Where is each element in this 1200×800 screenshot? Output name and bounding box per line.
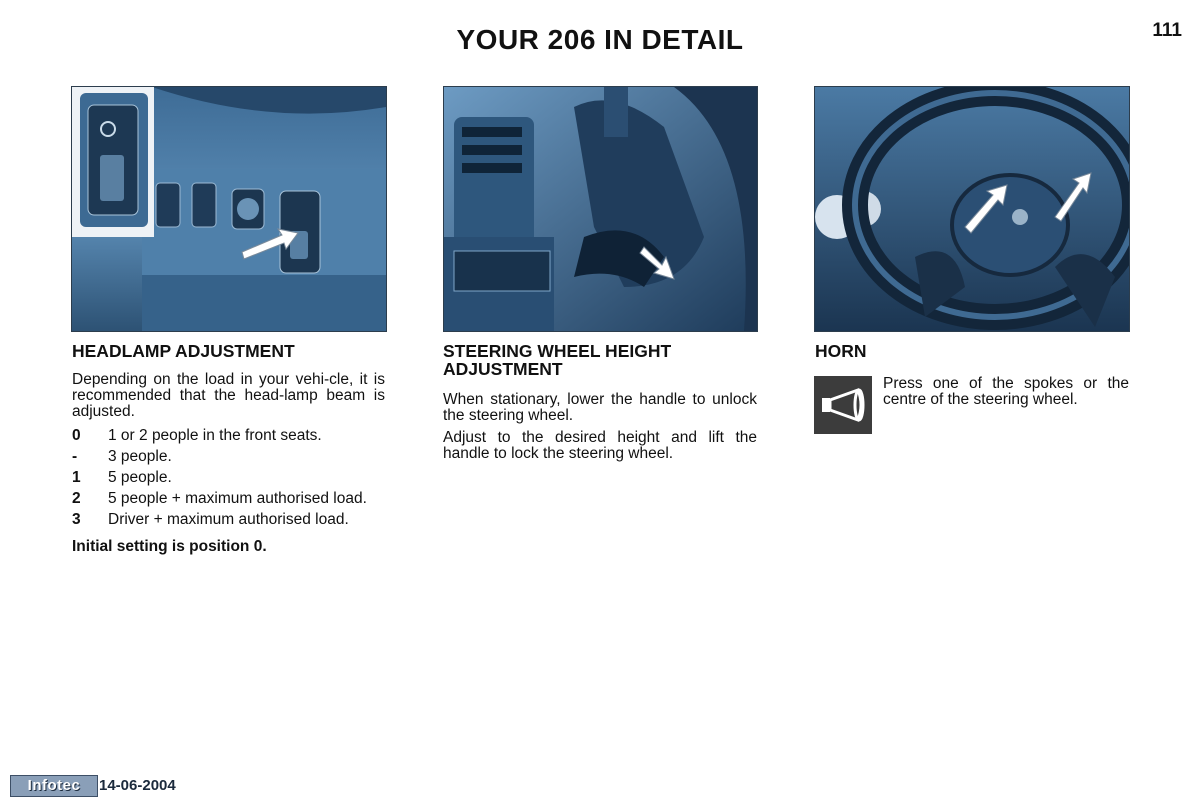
list-item bbox=[72, 470, 385, 486]
position-key: 2 bbox=[72, 490, 81, 507]
headlamp-position-list bbox=[72, 428, 385, 528]
headlamp-heading: HEADLAMP ADJUSTMENT bbox=[72, 341, 295, 361]
page-number: 111 bbox=[1152, 20, 1182, 41]
list-item bbox=[72, 449, 385, 465]
horn-text: Press one of the spokes or the centre of the steering wheel. bbox=[883, 375, 1129, 408]
steering-column-photo bbox=[443, 86, 758, 332]
position-key: 3 bbox=[72, 511, 81, 528]
headlamp-photo bbox=[71, 86, 387, 332]
steering-section bbox=[443, 342, 757, 468]
position-text: 1 or 2 people in the front seats. bbox=[108, 427, 322, 444]
list-item bbox=[72, 491, 385, 507]
position-text: Driver + maximum authorised load. bbox=[108, 511, 349, 528]
horn-icon bbox=[814, 376, 872, 434]
horn-heading: HORN bbox=[815, 341, 867, 361]
headlamp-intro: Depending on the load in your vehi-cle, it is recommended that the head-lamp beam is adjusted. bbox=[72, 371, 385, 420]
position-text: 5 people + maximum authorised load. bbox=[108, 490, 367, 507]
list-item bbox=[72, 512, 385, 528]
horn-section bbox=[815, 342, 1128, 372]
steering-heading: STEERING WHEEL HEIGHT ADJUSTMENT bbox=[443, 341, 672, 379]
steering-para-unlock: When stationary, lower the handle to unlock the steering wheel. bbox=[443, 391, 757, 424]
position-key: - bbox=[72, 448, 78, 465]
initial-setting-note: Initial setting is position 0. bbox=[72, 538, 267, 555]
headlamp-section bbox=[72, 342, 385, 555]
position-key: 1 bbox=[72, 469, 81, 486]
position-text: 5 people. bbox=[108, 469, 172, 486]
horn-photo bbox=[814, 86, 1130, 332]
steering-para-adjust: Adjust to the desired height and lift the handle to lock the steering wheel. bbox=[443, 429, 757, 462]
page-title: YOUR 206 IN DETAIL bbox=[456, 24, 744, 55]
position-key: 0 bbox=[72, 427, 81, 444]
position-text: 3 people. bbox=[108, 448, 172, 465]
footer-date: 14-06-2004 bbox=[99, 777, 176, 794]
infotec-logo: Infotec bbox=[10, 775, 98, 797]
list-item bbox=[72, 428, 385, 444]
